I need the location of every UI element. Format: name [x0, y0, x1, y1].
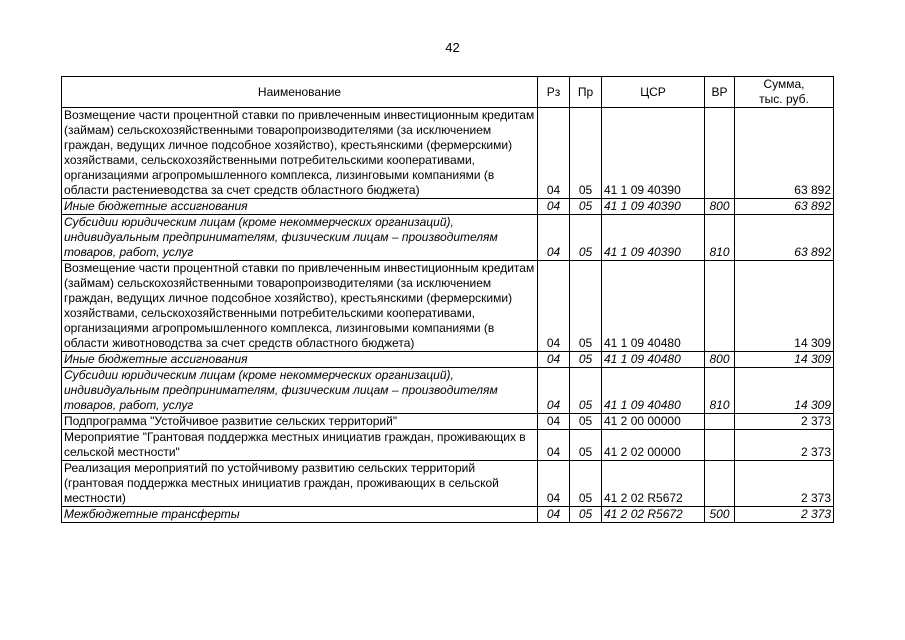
row-sum: 14 309: [735, 368, 834, 414]
row-vr: 500: [705, 507, 735, 523]
row-vr: 800: [705, 199, 735, 215]
row-csr: 41 2 02 00000: [602, 430, 705, 461]
row-name: Межбюджетные трансферты: [62, 507, 538, 523]
row-sum: 2 373: [735, 414, 834, 430]
row-name: Иные бюджетные ассигнования: [62, 199, 538, 215]
budget-table: [61, 76, 834, 523]
row-pr: 05: [570, 215, 602, 261]
table-row: [62, 108, 834, 199]
row-csr: 41 1 09 40480: [602, 261, 705, 352]
row-name: Реализация мероприятий по устойчивому развитию сельских территорий (грантовая поддержка местных инициатив граждан, проживающих в сельской местности): [62, 461, 538, 507]
row-pr: 05: [570, 199, 602, 215]
row-rz: 04: [538, 430, 570, 461]
row-vr: 800: [705, 352, 735, 368]
row-rz: 04: [538, 507, 570, 523]
table-row: [62, 430, 834, 461]
row-rz: 04: [538, 352, 570, 368]
row-vr: 810: [705, 368, 735, 414]
row-csr: 41 2 00 00000: [602, 414, 705, 430]
row-name: Субсидии юридическим лицам (кроме некоммерческих организаций), индивидуальным предпринимателям, физическим лицам – производителям товаров, работ, услуг: [62, 368, 538, 414]
row-vr: [705, 414, 735, 430]
table-row: [62, 199, 834, 215]
row-csr: 41 2 02 R5672: [602, 461, 705, 507]
row-pr: 05: [570, 352, 602, 368]
row-csr: 41 1 09 40480: [602, 368, 705, 414]
table-row: [62, 507, 834, 523]
column-header-name: Наименование: [62, 77, 538, 108]
column-header-sum-line1: Сумма,: [763, 77, 805, 91]
column-header-sum: [735, 77, 834, 108]
row-rz: 04: [538, 461, 570, 507]
row-name: Возмещение части процентной ставки по привлеченным инвестиционным кредитам (займам) сельскохозяйственными товаропроизводителями (за исключением граждан, ведущих личное подсобное хозяйство), крестьянскими (фермерскими) хозяйствами, сельскохозяйственными потребительскими кооперативами, организациями агропромышленного комплекса, лизинговыми компаниями (в области животноводства за счет средств областного бюджета): [62, 261, 538, 352]
column-header-sum-line2: тыс. руб.: [759, 92, 809, 106]
row-pr: 05: [570, 461, 602, 507]
row-vr: [705, 261, 735, 352]
row-sum: 63 892: [735, 108, 834, 199]
row-sum: 63 892: [735, 215, 834, 261]
row-csr: 41 1 09 40390: [602, 215, 705, 261]
row-sum: 2 373: [735, 461, 834, 507]
row-name: Субсидии юридическим лицам (кроме некоммерческих организаций), индивидуальным предпринимателям, физическим лицам – производителям товаров, работ, услуг: [62, 215, 538, 261]
page-number: 42: [445, 40, 460, 55]
row-rz: 04: [538, 215, 570, 261]
row-pr: 05: [570, 261, 602, 352]
table-row: [62, 461, 834, 507]
row-vr: [705, 108, 735, 199]
column-header-pr: Пр: [570, 77, 602, 108]
row-vr: 810: [705, 215, 735, 261]
row-rz: 04: [538, 368, 570, 414]
row-rz: 04: [538, 261, 570, 352]
table-row: [62, 215, 834, 261]
row-rz: 04: [538, 199, 570, 215]
row-pr: 05: [570, 430, 602, 461]
row-sum: 14 309: [735, 352, 834, 368]
row-sum: 2 373: [735, 507, 834, 523]
row-sum: 14 309: [735, 261, 834, 352]
row-csr: 41 2 02 R5672: [602, 507, 705, 523]
row-name: Подпрограмма "Устойчивое развитие сельских территорий": [62, 414, 538, 430]
row-pr: 05: [570, 108, 602, 199]
column-header-rz: Рз: [538, 77, 570, 108]
row-vr: [705, 461, 735, 507]
column-header-vr: ВР: [705, 77, 735, 108]
row-csr: 41 1 09 40390: [602, 199, 705, 215]
row-pr: 05: [570, 368, 602, 414]
row-rz: 04: [538, 414, 570, 430]
row-pr: 05: [570, 507, 602, 523]
row-vr: [705, 430, 735, 461]
column-header-csr: ЦСР: [602, 77, 705, 108]
table-row: [62, 414, 834, 430]
row-name: Мероприятие "Грантовая поддержка местных инициатив граждан, проживающих в сельской местности": [62, 430, 538, 461]
row-name: Иные бюджетные ассигнования: [62, 352, 538, 368]
table-row: [62, 368, 834, 414]
row-sum: 2 373: [735, 430, 834, 461]
row-rz: 04: [538, 108, 570, 199]
row-sum: 63 892: [735, 199, 834, 215]
row-csr: 41 1 09 40480: [602, 352, 705, 368]
table-row: [62, 261, 834, 352]
row-pr: 05: [570, 414, 602, 430]
table-row: [62, 352, 834, 368]
table-header-row: [62, 77, 834, 108]
row-csr: 41 1 09 40390: [602, 108, 705, 199]
row-name: Возмещение части процентной ставки по привлеченным инвестиционным кредитам (займам) сельскохозяйственными товаропроизводителями (за исключением граждан, ведущих личное подсобное хозяйство), крестьянскими (фермерскими) хозяйствами, сельскохозяйственными потребительскими кооперативами, организациями агропромышленного комплекса, лизинговыми компаниями (в области растениеводства за счет средств областного бюджета): [62, 108, 538, 199]
